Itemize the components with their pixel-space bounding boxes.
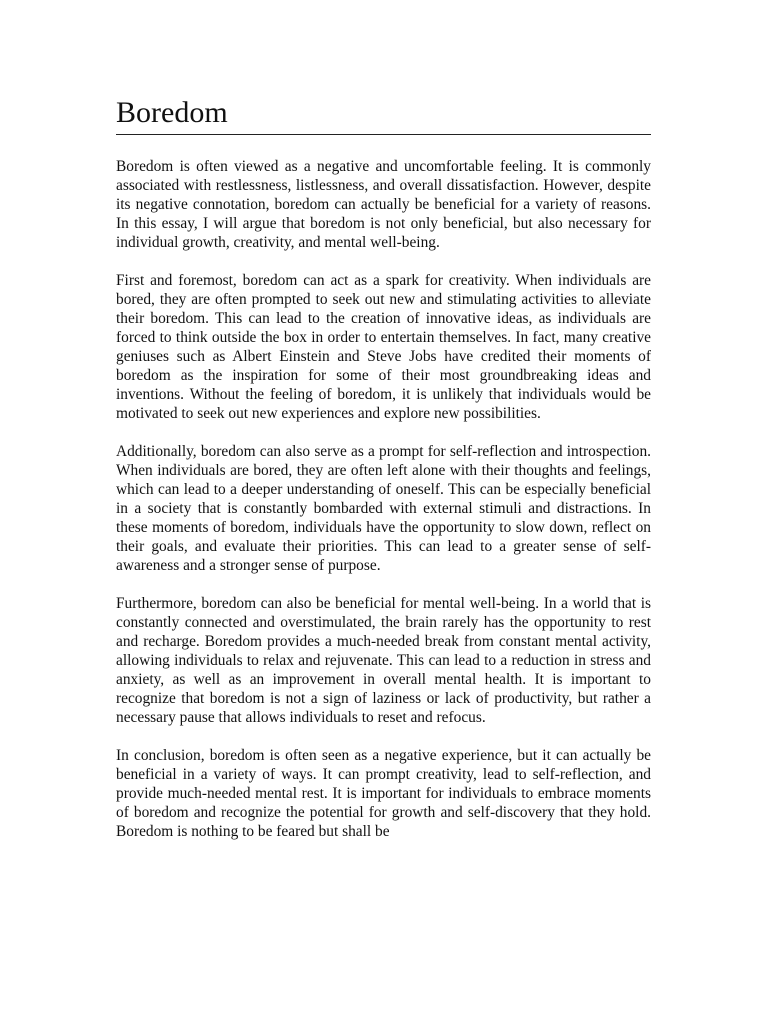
paragraph-self-reflection: Additionally, boredom can also serve as a prompt for self-reflection and introspection. When individuals are bored, they are often left alone with their thoughts and feelings, which can lead to a deeper understanding of oneself. This can be especially beneficial in a society that is constantly bombarded with external stimuli and distractions. In these moments of boredom, individuals have the opportunity to slow down, reflect on their goals, and evaluate their priorities. This can lead to a greater sense of self-awareness and a stronger sense of purpose.	[116, 443, 651, 574]
document-page	[116, 92, 651, 860]
document-title: Boredom	[116, 96, 228, 129]
paragraph-conclusion: In conclusion, boredom is often seen as a negative experience, but it can actually be beneficial in a variety of ways. It can prompt creativity, lead to self-reflection, and provide much-needed mental rest. It is important for individuals to embrace moments of boredom and recognize the potential for growth and self-discovery that they hold. Boredom is nothing to be feared but shall be	[116, 747, 651, 840]
title-divider	[116, 134, 651, 135]
paragraph-intro: Boredom is often viewed as a negative and uncomfortable feeling. It is commonly associated with restlessness, listlessness, and overall dissatisfaction. However, despite its negative connotation, boredom can actually be beneficial for a variety of reasons. In this essay, I will argue that boredom is not only beneficial, but also necessary for individual growth, creativity, and mental well-being.	[116, 158, 651, 251]
paragraph-creativity: First and foremost, boredom can act as a spark for creativity. When individuals are bored, they are often prompted to seek out new and stimulating activities to alleviate their boredom. This can lead to the creation of innovative ideas, as individuals are forced to think outside the box in order to entertain themselves. In fact, many creative geniuses such as Albert Einstein and Steve Jobs have credited their moments of boredom as the inspiration for some of their most groundbreaking ideas and inventions. Without the feeling of boredom, it is unlikely that individuals would be motivated to seek out new experiences and explore new possibilities.	[116, 272, 651, 422]
paragraph-mental-wellbeing: Furthermore, boredom can also be beneficial for mental well-being. In a world that is constantly connected and overstimulated, the brain rarely has the opportunity to rest and recharge. Boredom provides a much-needed break from constant mental activity, allowing individuals to relax and rejuvenate. This can lead to a reduction in stress and anxiety, as well as an improvement in overall mental health. It is important to recognize that boredom is not a sign of laziness or lack of productivity, but rather a necessary pause that allows individuals to reset and refocus.	[116, 595, 651, 726]
